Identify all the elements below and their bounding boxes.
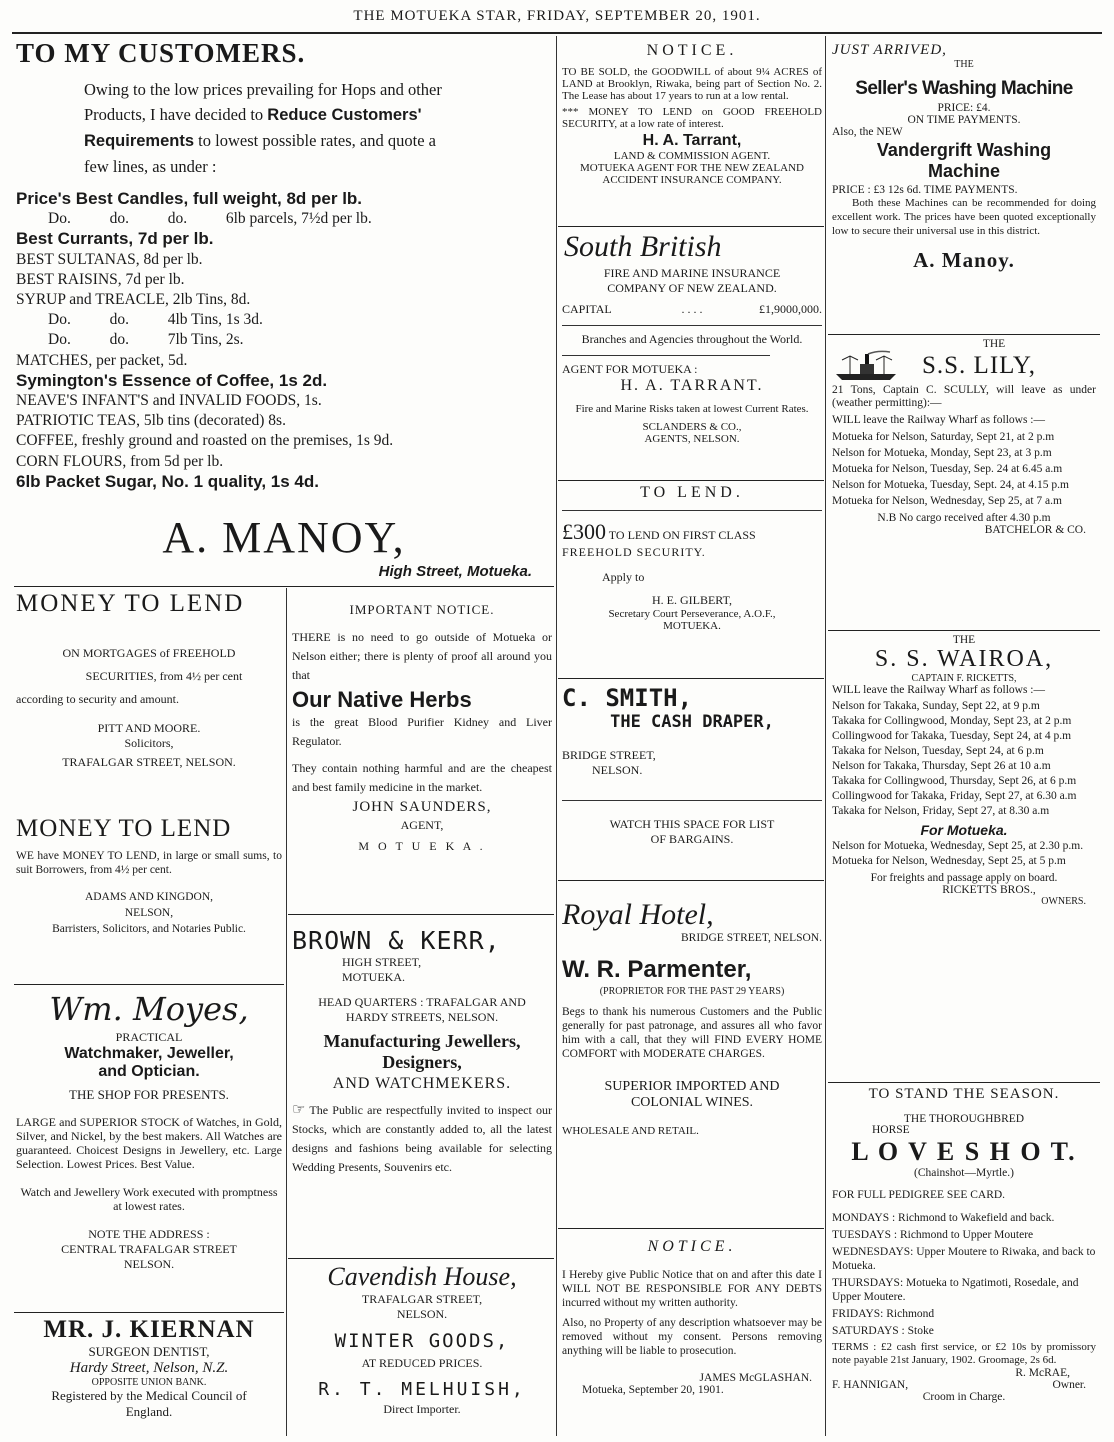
sailing-item: Takaka for Nelson, Tuesday, Sept 24, at 6 p.m: [832, 745, 1044, 757]
wairoa-captain: CAPTAIN F. RICKETTS,: [911, 673, 1017, 684]
herbs-text: They contain nothing harmful and are the cheapest and best family medicine in the market.: [292, 761, 552, 794]
money-heading: MONEY TO LEND: [16, 815, 232, 842]
sb-sub: FIRE AND MARINE INSURANCE: [603, 266, 781, 280]
money-role: Solicitors,: [124, 736, 174, 750]
lily-ad: [832, 338, 1096, 628]
lily-the: THE: [982, 338, 1006, 350]
cavendish-goods: WINTER GOODS,: [334, 1330, 510, 1352]
wm-price: PRICE: £4.: [937, 102, 991, 114]
loveshot-owner: R. McRAE,: [1015, 1367, 1070, 1379]
sailing-item: Takaka for Collingwood, Monday, Sept 23, at 2 p.m: [832, 715, 1072, 727]
column-divider: [286, 588, 287, 1436]
steamship-icon: [832, 350, 902, 382]
customers-signature: A. MANOY,: [162, 513, 406, 563]
lily-sailings: [832, 431, 1096, 508]
smith-ad: [562, 684, 822, 874]
customers-address: High Street, Motueka.: [378, 563, 532, 581]
loveshot-groom-row: [832, 1379, 1096, 1391]
money-text: WE have MONEY TO LEND, in large or small sums, to suit Borrowers, from 4½ per cent.: [16, 850, 282, 876]
wairoa-sailings: [832, 700, 1096, 818]
price-item: BEST SULTANAS, 8d per lb.: [16, 250, 203, 268]
sb-capital-dots: . . . .: [681, 302, 703, 316]
notice-text: TO BE SOLD, the GOODWILL of about 9¼ ACRES of LAND at Brooklyn, Riwaka, being part of Section No. 2. The Lease has about 17 years to run at a low rental.: [562, 66, 822, 102]
south-british-ad: [562, 230, 822, 478]
notice-tarrant-ad: [562, 42, 822, 224]
moyes-ad: [16, 990, 282, 1310]
tolend-row: [562, 519, 822, 545]
price-item: PATRIOTIC TEAS, 5lb tins (decorated) 8s.: [16, 412, 286, 430]
loveshot-groom-role: Croom in Charge.: [922, 1391, 1006, 1403]
price-item: Do. do. 4lb Tins, 1s 3d.: [48, 311, 263, 329]
lily-title-row: [832, 350, 1096, 382]
royal-name: Royal Hotel,: [562, 898, 714, 931]
smith-name: C. SMITH,: [562, 684, 693, 712]
wm-name-2: Machine: [927, 161, 1001, 181]
schedule-item: SATURDAYS : Stoke: [832, 1325, 934, 1337]
moyes-text-2: Watch and Jewellery Work executed with promptness at lowest rates.: [20, 1185, 278, 1213]
notice-text: I Hereby give Public Notice that on and after this date I WILL NOT BE RESPONSIBLE FOR ANY DEBTS incurred without my written authority.: [562, 1269, 822, 1309]
moyes-practical: PRACTICAL: [115, 1030, 183, 1044]
kiernan-reg: Registered by the Medical Council of: [51, 1388, 247, 1403]
section-rule: [828, 334, 1100, 335]
loveshot-ad: [832, 1086, 1096, 1436]
section-rule: [828, 630, 1100, 631]
section-rule: [14, 984, 284, 985]
sailing-item: Nelson for Motueka, Monday, Sept 23, at 3 p.m: [832, 447, 1052, 459]
sb-agent-name: H. A. TARRANT.: [620, 377, 764, 394]
smith-address: NELSON.: [592, 763, 643, 777]
cavendish-address: NELSON.: [396, 1307, 448, 1321]
sailing-item: Nelson for Motueka, Wednesday, Sept 25, at 2.30 p.m.: [832, 840, 1084, 852]
wairoa-owners: RICKETTS BROS.,: [942, 884, 1036, 896]
sailing-item: Takaka for Collingwood, Thursday, Sept 26, at 6 p.m: [832, 775, 1077, 787]
herbs-heading: IMPORTANT NOTICE.: [349, 602, 495, 617]
tolend-text: FREEHOLD SECURITY.: [562, 545, 706, 559]
smith-watch: WATCH THIS SPACE FOR LIST: [609, 817, 775, 831]
price-item: COFFEE, freshly ground and roasted on the premises, 1s 9d.: [16, 432, 394, 450]
kiernan-name: MR. J. KIERNAN: [43, 1316, 255, 1343]
tolend-apply: Apply to: [602, 570, 645, 584]
money-line: according to security and amount.: [16, 692, 179, 706]
smith-trade: THE CASH DRAPER,: [610, 712, 774, 732]
section-rule: [828, 1082, 1100, 1083]
loveshot-days: [832, 1211, 1096, 1338]
bk-trade: Designers,: [382, 1052, 462, 1072]
tolend-text: TO LEND ON FIRST CLASS: [608, 528, 756, 542]
section-rule: [558, 226, 824, 227]
notice-heading: NOTICE.: [646, 42, 738, 59]
price-item: Price's Best Candles, full weight, 8d per lb.: [16, 189, 363, 208]
loveshot-sub: THE THOROUGHBRED: [903, 1113, 1025, 1125]
intro-emphasis: Reduce Customers': [267, 106, 422, 124]
bk-address: MOTUEKA.: [342, 970, 405, 984]
money-to-lend-ad-2: [16, 815, 282, 980]
wm-price-2: PRICE : £3 12s 6d. TIME PAYMENTS.: [832, 184, 1018, 196]
bk-text-row: [292, 1101, 552, 1177]
royal-wines: SUPERIOR IMPORTED AND: [604, 1079, 780, 1094]
wm-also: Also, the NEW: [832, 126, 903, 138]
masthead-rule: [12, 32, 1102, 34]
notice-name: JAMES McGLASHAN.: [699, 1372, 812, 1384]
cavendish-address: TRAFALGAR STREET,: [361, 1292, 483, 1306]
section-rule: [14, 1312, 284, 1313]
money-firm: ADAMS AND KINGDON,: [84, 891, 214, 903]
loveshot-pedigree: FOR FULL PEDIGREE SEE CARD.: [832, 1189, 1006, 1201]
moyes-name: Wm. Moyes,: [49, 990, 249, 1028]
intro-line: few lines, as under :: [84, 157, 217, 176]
pointing-hand-icon: ☞: [292, 1102, 306, 1118]
sb-capital-label: CAPITAL: [562, 302, 612, 316]
price-item: Do. do. 7lb Tins, 2s.: [48, 331, 244, 349]
price-item: SYRUP and TREACLE, 2lb Tins, 8d.: [16, 291, 251, 309]
money-heading: MONEY TO LEND: [16, 590, 245, 617]
schedule-item: THURSDAYS: Motueka to Ngatimoti, Rosedale, and Upper Moutere.: [832, 1277, 1079, 1303]
sb-firm-role: AGENTS, NELSON.: [644, 433, 740, 445]
notice-name: H. A. Tarrant,: [642, 132, 742, 149]
wm-the: THE: [954, 59, 974, 70]
section-rule: [288, 914, 554, 915]
kiernan-address: Hardy Street, Nelson, N.Z.: [69, 1360, 229, 1376]
herbs-name: JOHN SAUNDERS,: [352, 799, 492, 815]
cavendish-ad: [292, 1262, 552, 1436]
royal-owner: W. R. Parmenter,: [562, 956, 752, 983]
royal-text: Begs to thank his numerous Customers and the Public generally for past patronage, and assures all who favor him with a call, that they will FIND EVERY HOME COMFORT with MODERATE CHARGES.: [562, 1006, 822, 1060]
sailing-item: Motueka for Nelson, Tuesday, Sep. 24 at 6.45 a.m: [832, 463, 1063, 475]
wm-signature: A. Manoy.: [913, 248, 1015, 272]
notice-text: Also, no Property of any description whatsoever may be removed without my consent. Persons removing anything will be liable to prosecution.: [562, 1317, 822, 1357]
wairoa-freight: For freights and passage apply on board.: [870, 872, 1058, 884]
herbs-ad: [292, 602, 552, 902]
section-rule: [14, 586, 554, 587]
moyes-note: NOTE THE ADDRESS :: [88, 1227, 210, 1241]
money-town: NELSON,: [124, 907, 174, 919]
tolend-name: H. E. GILBERT,: [651, 593, 733, 607]
lily-nb: N.B No cargo received after 4.30 p.m: [877, 512, 1051, 524]
notice-agent: MOTUEKA AGENT FOR THE NEW ZEALAND: [580, 162, 804, 174]
cavendish-prices: AT REDUCED PRICES.: [361, 1356, 483, 1370]
money-to-lend-ad: [16, 590, 282, 800]
bk-trade: Manufacturing Jewellers,: [323, 1031, 521, 1051]
section-rule: [288, 1258, 554, 1259]
sailing-item: Nelson for Takaka, Sunday, Sept 22, at 9 p.m: [832, 700, 1040, 712]
notice-role: LAND & COMMISSION AGENT.: [613, 150, 771, 162]
price-item: CORN FLOURS, from 5d per lb.: [16, 452, 224, 470]
sailing-item: Nelson for Takaka, Thursday, Sept 26 at 10 a.m: [832, 760, 1051, 772]
kiernan-reg: England.: [125, 1404, 173, 1419]
customers-ad: [16, 38, 552, 586]
wairoa-motueka-sailings: [832, 840, 1096, 868]
sb-capital-row: [562, 302, 822, 317]
money-firm: PITT AND MOORE.: [97, 721, 201, 735]
lily-name: S.S. LILY,: [922, 352, 1037, 379]
loveshot-name: L O V E S H O T.: [851, 1137, 1077, 1166]
moyes-trade: Watchmaker, Jeweller,: [64, 1045, 234, 1062]
moyes-trade: and Optician.: [98, 1063, 200, 1080]
money-role: Barristers, Solicitors, and Notaries Public.: [52, 923, 246, 935]
herbs-role: AGENT,: [400, 818, 444, 832]
sailing-item: Collingwood for Takaka, Tuesday, Sept 24, at 4 p.m: [832, 730, 1072, 742]
washing-machine-ad: [832, 42, 1096, 330]
loveshot-groom: F. HANNIGAN,: [832, 1379, 909, 1391]
kiernan-title: SURGEON DENTIST,: [88, 1344, 210, 1359]
cavendish-owner: R. T. MELHUISH,: [318, 1379, 526, 1400]
section-rule: [558, 678, 824, 679]
moyes-address: CENTRAL TRAFALGAR STREET: [61, 1242, 237, 1256]
loveshot-breed: (Chainshot—Myrtle.): [914, 1167, 1014, 1179]
column-divider: [825, 36, 826, 1436]
herbs-text: THERE is no need to go outside of Motueka or Nelson either; there is plenty of proof all around you that: [292, 630, 552, 682]
wm-arrived: JUST ARRIVED,: [832, 42, 947, 58]
intro-line: Products, I have decided to: [84, 105, 264, 124]
brown-kerr-ad: [292, 926, 552, 1256]
royal-wines: COLONIAL WINES.: [630, 1095, 754, 1110]
royal-hotel-ad: [562, 898, 822, 1214]
section-rule: [558, 480, 824, 481]
sb-name: South British: [564, 230, 722, 263]
sailing-item: Motueka for Nelson, Saturday, Sept 21, at 2 p.m: [832, 431, 1055, 443]
section-rule: [558, 880, 824, 881]
lily-desc: 21 Tons, Captain C. SCULLY, will leave as under (weather permitting):—: [832, 384, 1096, 409]
schedule-item: FRIDAYS: Richmond: [832, 1308, 935, 1320]
schedule-item: MONDAYS : Richmond to Wakefield and back.: [832, 1212, 1055, 1224]
money-line: ON MORTGAGES of FREEHOLD: [62, 646, 236, 660]
sailing-item: Collingwood for Takaka, Friday, Sept 27, at 6.30 a.m: [832, 790, 1077, 802]
customers-intro: [16, 77, 552, 179]
bk-trade: AND WATCHMEKERS.: [332, 1075, 512, 1092]
column-divider: [556, 36, 557, 1436]
notice-agent: ACCIDENT INSURANCE COMPANY.: [602, 174, 782, 186]
masthead: THE MOTUEKA STAR, FRIDAY, SEPTEMBER 20, 1901.: [353, 8, 761, 24]
schedule-item: WEDNESDAYS: Upper Moutere to Riwaka, and back to Motueka.: [832, 1246, 1096, 1272]
notice-heading: NOTICE.: [647, 1238, 737, 1255]
royal-trade: WHOLESALE AND RETAIL.: [562, 1125, 699, 1137]
sb-branches: Branches and Agencies throughout the World.: [581, 332, 803, 346]
money-line: SECURITIES, from 4½ per cent: [85, 669, 243, 683]
wm-name-2: Vandergrift Washing: [876, 140, 1052, 160]
schedule-item: TUESDAYS : Richmond to Upper Moutere: [832, 1229, 1034, 1241]
sailing-item: Takaka for Nelson, Friday, Sept 27, at 8.30 a.m: [832, 805, 1050, 817]
sailing-item: Nelson for Motueka, Tuesday, Sept. 24, at 4.15 p.m: [832, 479, 1069, 491]
wairoa-ad: [832, 634, 1096, 1080]
cavendish-name: Cavendish House,: [327, 1262, 517, 1291]
sb-agent-label: AGENT FOR MOTUEKA :: [562, 362, 698, 376]
loveshot-terms: TERMS : £2 cash first service, or £2 10s by promissory note payable 21st January, 1902. Groomage, 2s 6d.: [832, 1341, 1096, 1366]
wm-terms: ON TIME PAYMENTS.: [907, 114, 1021, 126]
sb-capital-value: £1,9000,000.: [759, 302, 822, 316]
tolend-town: MOTUEKA.: [663, 620, 721, 632]
price-item: Symington's Essence of Coffee, 1s 2d.: [16, 370, 328, 390]
price-item: NEAVE'S INFANT'S and INVALID FOODS, 1s.: [16, 392, 322, 410]
wairoa-for-motueka: For Motueka.: [920, 822, 1008, 838]
money-address: TRAFALGAR STREET, NELSON.: [62, 755, 236, 769]
kiernan-ad: [16, 1316, 282, 1436]
wm-text: Both these Machines can be recommended for doing excellent work. The prices have been quoted exceptionally low to secure their universal use in this district.: [832, 197, 1096, 237]
loveshot-sub: HORSE: [872, 1124, 910, 1136]
smith-address: BRIDGE STREET,: [562, 748, 656, 762]
price-item: Best Currants, 7d per lb.: [16, 229, 214, 249]
kiernan-opp: OPPOSITE UNION BANK.: [91, 1377, 207, 1388]
herbs-title: Our Native Herbs: [292, 687, 472, 712]
herbs-text: is the great Blood Purifier Kidney and Liver Regulator.: [292, 715, 552, 748]
intro-line: Owing to the low prices prevailing for Hops and other: [84, 80, 442, 99]
wm-name: Seller's Washing Machine: [855, 78, 1073, 99]
bk-hq: HARDY STREETS, NELSON.: [345, 1010, 499, 1024]
intro-emphasis: Requirements: [84, 132, 195, 150]
sb-firm: SCLANDERS & CO.,: [642, 421, 742, 433]
notice-text: *** MONEY TO LEND on GOOD FREEHOLD SECURITY, at a low rate of interest.: [562, 106, 822, 130]
notice-mcglashan-ad: [562, 1238, 822, 1436]
lily-will: WILL leave the Railway Wharf as follows :—: [832, 414, 1045, 426]
wairoa-owners-role: OWNERS.: [1041, 896, 1086, 907]
lily-owners: BATCHELOR & CO.: [984, 524, 1086, 536]
royal-prop: (PROPRIETOR FOR THE PAST 29 YEARS): [599, 986, 785, 997]
price-item: BEST RAISINS, 7d per lb.: [16, 270, 185, 288]
bk-text: The Public are respectfully invited to inspect our Stocks, which are constantly added to, all the latest designs and fashions being available for selecting Wedding Presents, Souvenirs etc.: [292, 1103, 552, 1174]
moyes-address: NELSON.: [123, 1257, 175, 1271]
loveshot-owner-role: Owner.: [1052, 1379, 1086, 1391]
customers-heading: TO MY CUSTOMERS.: [16, 38, 306, 68]
tolend-heading: TO LEND.: [640, 484, 744, 501]
herbs-town: M O T U E K A .: [358, 839, 486, 853]
notice-date: Motueka, September 20, 1901.: [582, 1384, 724, 1396]
wairoa-name: S. S. WAIROA,: [874, 646, 1054, 672]
sailing-item: Motueka for Nelson, Wednesday, Sept 25, at 5 p.m: [832, 855, 1066, 867]
price-list: [16, 189, 552, 492]
loveshot-heading: TO STAND THE SEASON.: [868, 1086, 1060, 1102]
bk-address: HIGH STREET,: [342, 955, 422, 969]
bk-name: BROWN & KERR,: [292, 926, 501, 955]
cavendish-role: Direct Importer.: [383, 1402, 461, 1416]
moyes-text: LARGE and SUPERIOR STOCK of Watches, in Gold, Silver, and Nickel, by the best makers. All Watches are guaranteed. Choicest Designs in Jewellery, etc. Large Selection. Lowest Prices. Best Value.: [16, 1115, 282, 1171]
price-item: Do. do. do. 6lb parcels, 7½d per lb.: [48, 210, 372, 228]
bk-hq: HEAD QUARTERS : TRAFALGAR AND: [318, 995, 526, 1009]
sb-risks: Fire and Marine Risks taken at lowest Current Rates.: [575, 403, 809, 415]
wairoa-the: THE: [952, 634, 976, 646]
tolend-role: Secretary Court Perseverance, A.O.F.,: [608, 608, 776, 620]
moyes-shop: THE SHOP FOR PRESENTS.: [69, 1087, 229, 1102]
to-lend-ad: [562, 484, 822, 674]
sailing-item: Motueka for Nelson, Wednesday, Sep 25, at 7 a.m: [832, 495, 1062, 507]
sb-sub: COMPANY OF NEW ZEALAND.: [607, 281, 777, 295]
price-item: MATCHES, per packet, 5d.: [16, 351, 188, 369]
tolend-amount: £300: [562, 519, 606, 544]
section-rule: [558, 1228, 824, 1229]
price-item: 6lb Packet Sugar, No. 1 quality, 1s 4d.: [16, 471, 319, 491]
intro-line: to lowest possible rates, and quote a: [198, 131, 436, 150]
royal-address: BRIDGE STREET, NELSON.: [681, 932, 822, 944]
wairoa-will: WILL leave the Railway Wharf as follows :—: [832, 684, 1045, 696]
smith-watch: OF BARGAINS.: [650, 832, 734, 846]
